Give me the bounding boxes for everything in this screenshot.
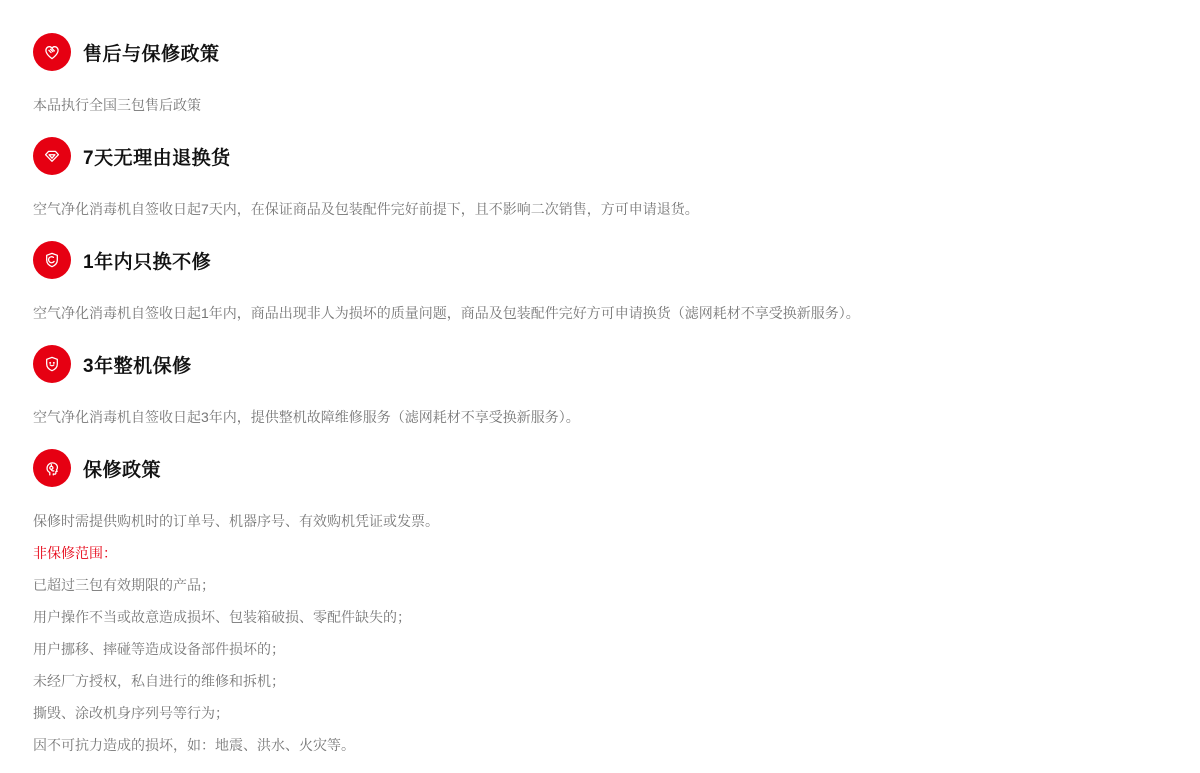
section-1year-replace: [33, 241, 1170, 323]
non-warranty-item: 用户操作不当或故意造成损坏、包装箱破损、零配件缺失的；: [33, 609, 411, 625]
section-header: [33, 241, 1170, 279]
section-header: [33, 345, 1170, 383]
non-warranty-item: 未经厂方授权，私自进行的维修和拆机；: [33, 673, 285, 689]
shield-sync-icon: [33, 241, 71, 279]
section-paragraph: 空气净化消毒机自签收日起1年内，商品出现非人为损坏的质量问题，商品及包装配件完好方可申请换货（滤网耗材不享受换新服务）。: [33, 305, 860, 321]
handshake-heart-icon: [33, 33, 71, 71]
section-paragraph: 空气净化消毒机自签收日起7天内，在保证商品及包装配件完好前提下，且不影响二次销售，方可申请退货。: [33, 201, 699, 217]
section-header: [33, 137, 1170, 175]
non-warranty-item: 已超过三包有效期限的产品；: [33, 577, 215, 593]
section-title: 1年内只换不修: [83, 251, 212, 273]
section-title: 3年整机保修: [83, 355, 192, 377]
section-title: 售后与保修政策: [83, 43, 220, 65]
section-paragraph: 空气净化消毒机自签收日起3年内，提供整机故障维修服务（滤网耗材不享受换新服务）。: [33, 409, 580, 425]
diamond-icon: [33, 137, 71, 175]
shield-smile-icon: [33, 345, 71, 383]
non-warranty-item: 撕毁、涂改机身序列号等行为；: [33, 705, 229, 721]
section-after-sales-policy: [33, 33, 1170, 115]
section-warranty-policy: [33, 449, 1170, 755]
section-title: 7天无理由退换货: [83, 147, 231, 169]
non-warranty-scope-label: 非保修范围：: [33, 545, 117, 561]
non-warranty-item: 用户挪移、摔碰等造成设备部件损坏的；: [33, 641, 285, 657]
section-paragraph: 保修时需提供购机时的订单号、机器序号、有效购机凭证或发票。: [33, 513, 439, 529]
section-header: [33, 449, 1170, 487]
non-warranty-item: 因不可抗力造成的损坏，如：地震、洪水、火灾等。: [33, 737, 355, 753]
section-7day-return: [33, 137, 1170, 219]
support-headset-icon: [33, 449, 71, 487]
section-header: [33, 33, 1170, 71]
section-3year-warranty: [33, 345, 1170, 427]
section-paragraph: 本品执行全国三包售后政策: [33, 97, 201, 113]
section-title: 保修政策: [83, 459, 162, 481]
